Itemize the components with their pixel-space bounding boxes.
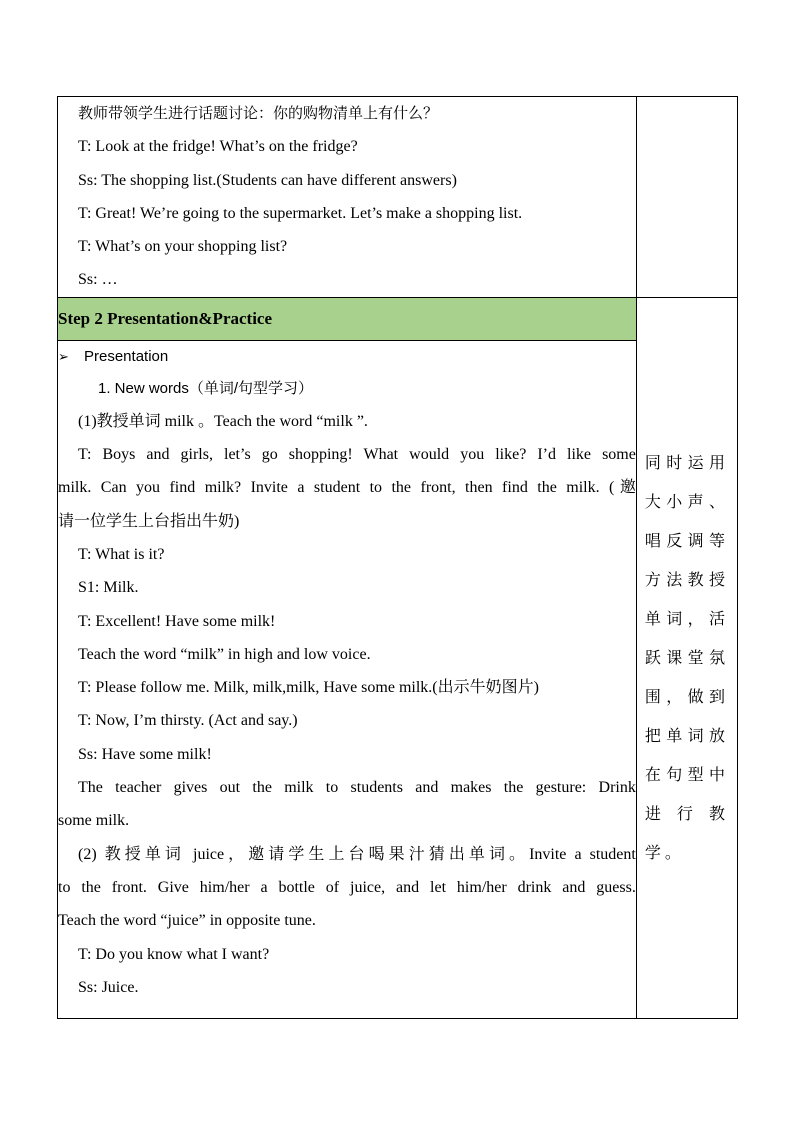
dialogue-line: T: Great! We’re going to the supermarket. Let’s make a shopping list. [78,204,523,222]
content-line: Teach the word “milk” in high and low voice. [78,645,371,663]
new-words-heading: 1. New words（单词/句型学习） [98,379,314,397]
content-line: S1: Milk. [78,579,139,597]
dialogue-line: Ss: The shopping list.(Students can have different answers) [78,171,457,189]
presentation-row [58,340,738,1018]
content-line: The teacher gives out the milk to students and makes the gesture: Drink [78,779,636,797]
content-line: T: Excellent! Have some milk! [78,612,276,630]
top-main-cell [58,97,637,298]
content-line: T: Now, I’m thirsty. (Act and say.) [78,712,298,730]
presentation-heading-text: Presentation [84,347,169,365]
teaching-note: 同时运用大小声、唱反调等方法教授单词，活跃课堂氛围，做到把单词放在句型中进行教学。 [644,453,729,863]
content-line: milk. Can you find milk? Invite a student to the front, then find the milk. (邀 [58,479,636,497]
content-line: some milk. [58,812,130,830]
presentation-heading [58,341,636,373]
content-line: 请一位学生上台指出牛奶) [58,512,240,530]
dialogue-line: T: Look at the fridge! What’s on the fridge? [78,138,358,156]
content-line: T: What is it? [78,545,165,563]
side-note-cell [636,297,737,1018]
arrow-bullet-icon: ➢ [58,348,69,364]
content-line: Teach the word “juice” in opposite tune. [58,912,316,930]
step2-header-row [58,297,738,340]
dialogue-line: T: What’s on your shopping list? [78,238,288,256]
content-line: to the front. Give him/her a bottle of juice, and let him/her drink and guess. [58,878,636,896]
content-line: (2) 教授单词 juice，邀请学生上台喝果汁猜出单词。Invite a student [78,845,636,863]
top-side-cell [636,97,737,298]
content-line: (1)教授单词 milk 。Teach the word “milk ”. [78,412,368,430]
dialogue-line: Ss: … [78,271,118,289]
content-line: T: Please follow me. Milk, milk,milk, Have some milk.(出示牛奶图片) [78,679,539,697]
discussion-intro: 教师带领学生进行话题讨论：你的购物清单上有什么？ [78,104,439,122]
content-line: Ss: Have some milk! [78,745,212,763]
content-line: T: Boys and girls, let’s go shopping! What would you like? I’d like some [78,446,636,464]
lesson-plan-table [57,96,738,1019]
step2-title: Step 2 Presentation&Practice [58,297,637,340]
top-row [58,97,738,298]
presentation-cell [58,340,637,1018]
content-line: Ss: Juice. [78,978,139,996]
content-line: T: Do you know what I want? [78,945,270,963]
